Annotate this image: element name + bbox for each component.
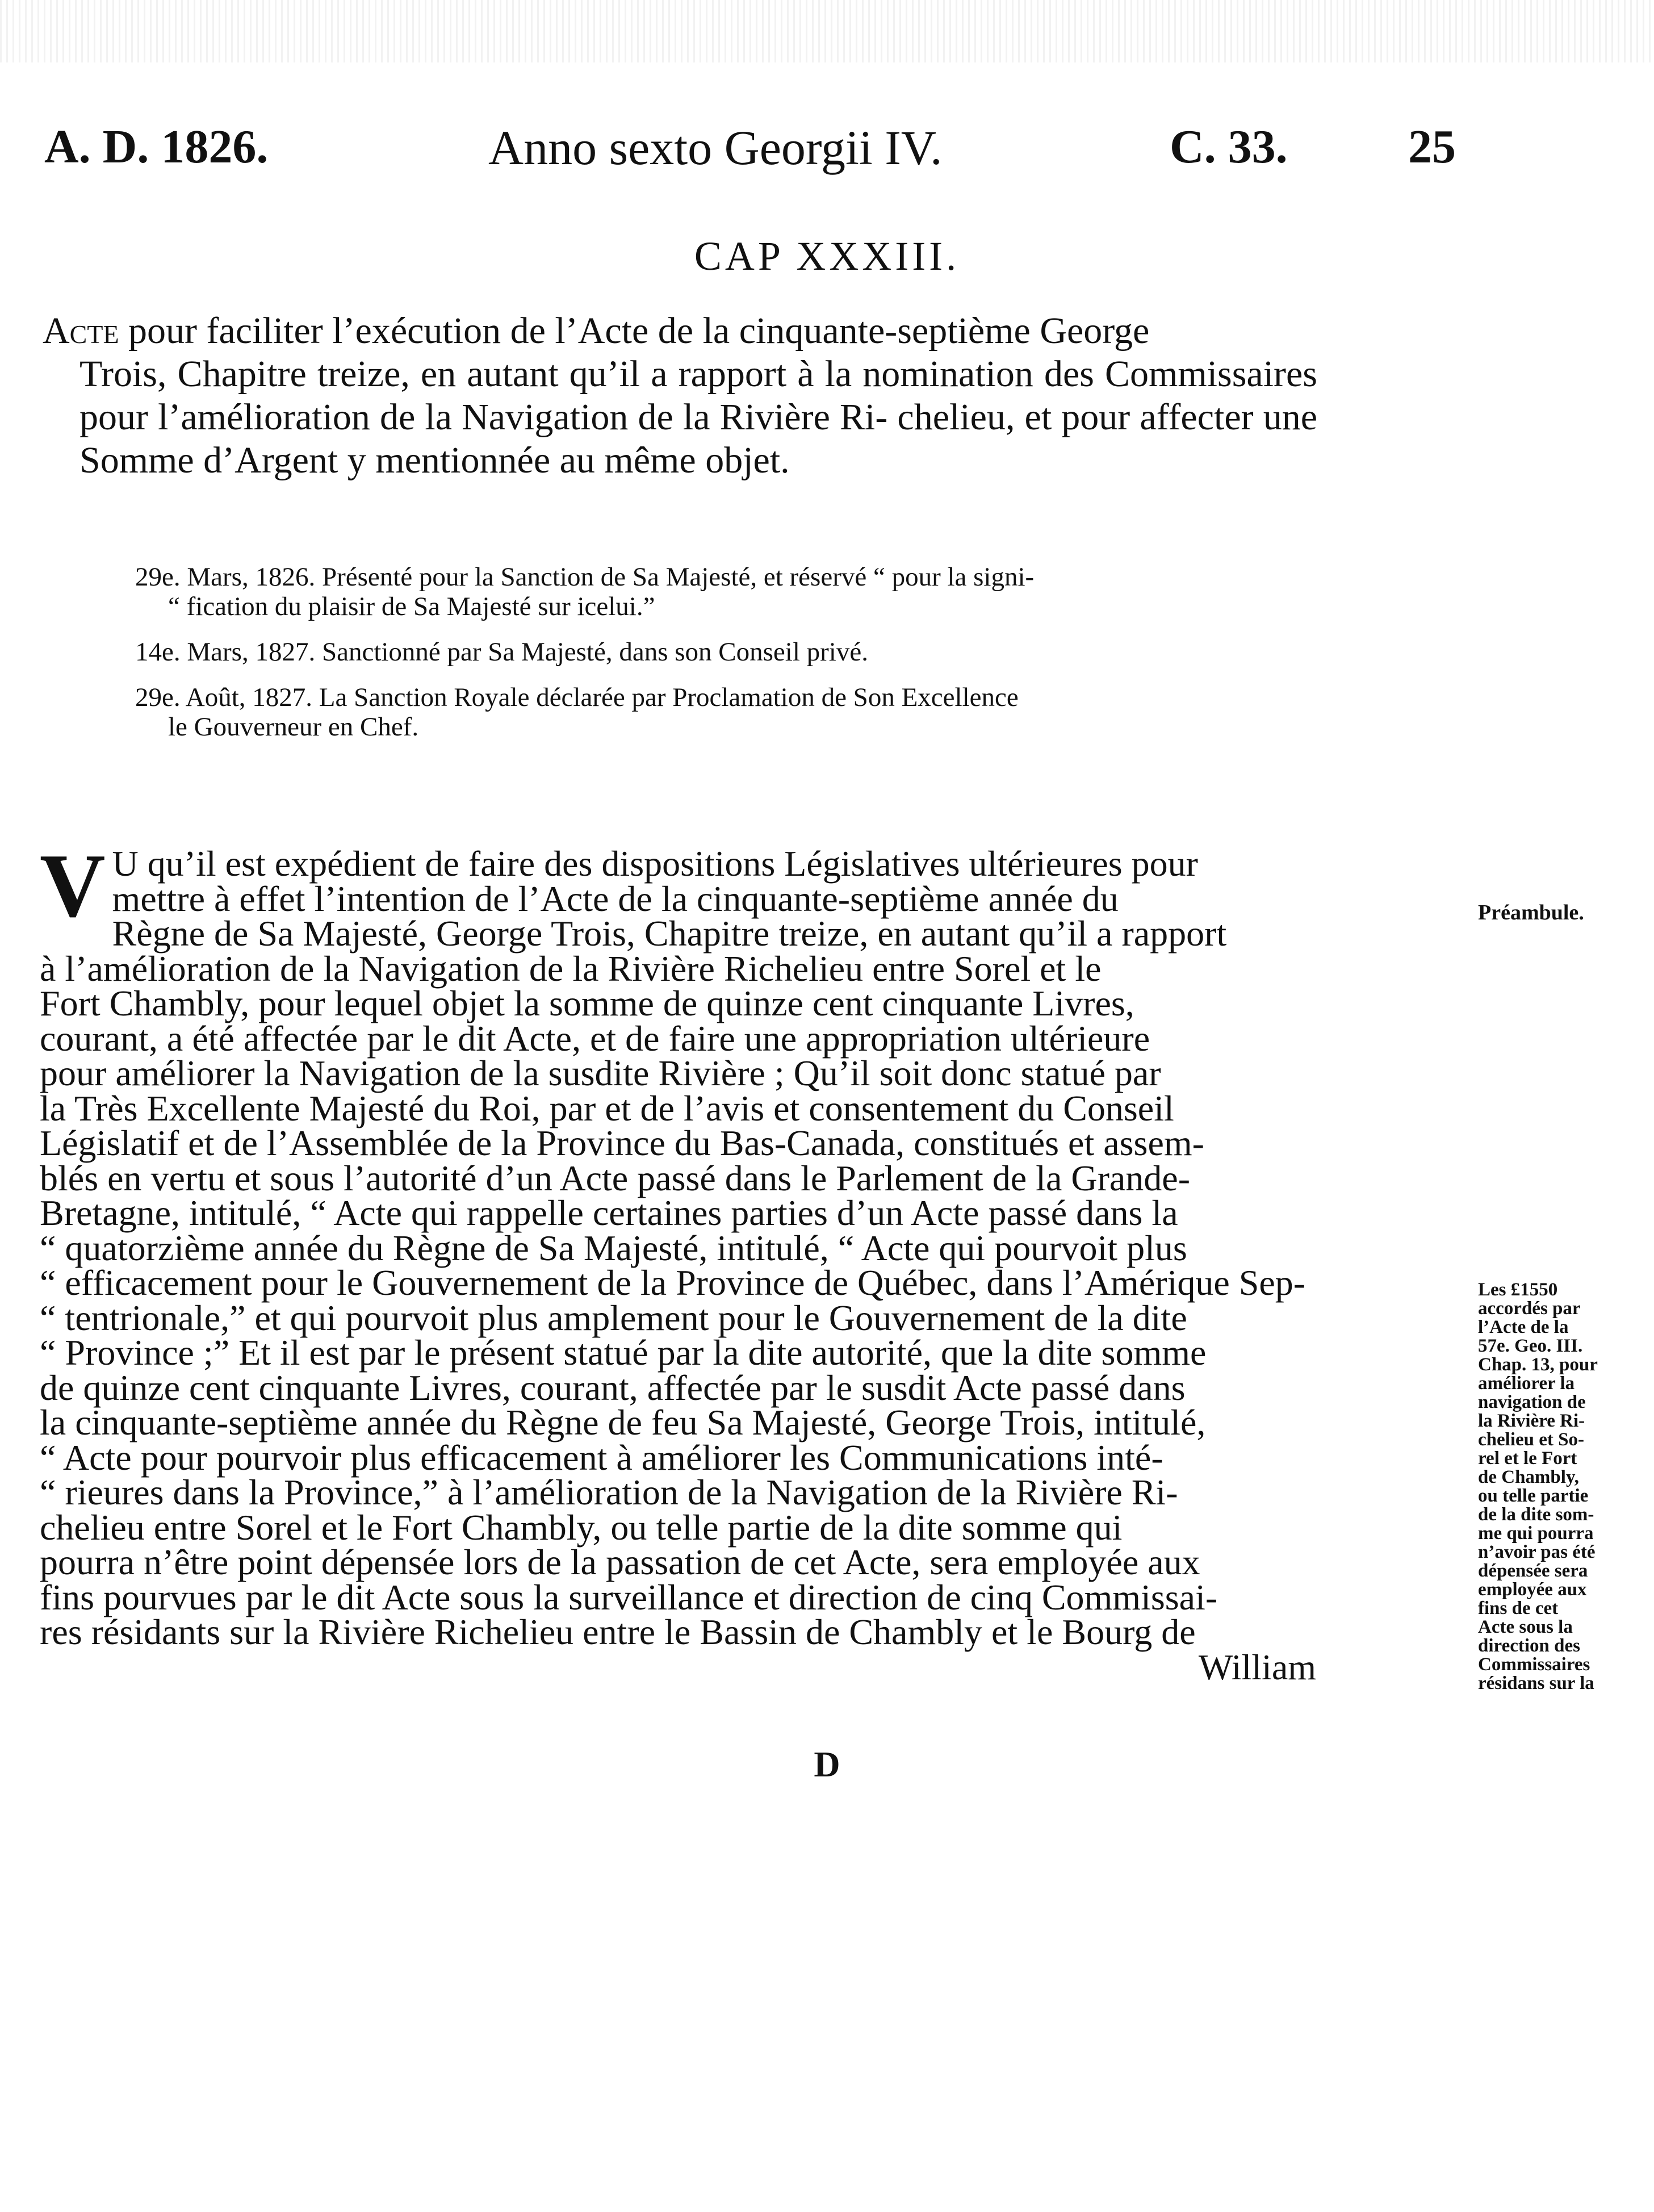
running-header [0, 119, 1654, 187]
body-line: “ Acte pour pourvoir plus efficacement à améliorer les Communications inté- [40, 1437, 1163, 1478]
chapter-heading: CAP XXXIII. [694, 233, 960, 279]
body-line: fins pourvues par le dit Acte sous la surveillance et direction de cinq Commissai- [40, 1577, 1218, 1617]
margin-note-preamble: Préambule. [1478, 901, 1584, 925]
body-line: mettre à effet l’intention de l’Acte de la cinquante-septième année du [112, 878, 1119, 919]
drop-cap: V [40, 835, 106, 936]
body-line: à l’amélioration de la Navigation de la Rivière Richelieu entre Sorel et le [40, 948, 1102, 989]
act-body [40, 835, 1316, 1687]
body-line: res résidants sur la Rivière Richelieu entre le Bassin de Chambly et le Bourg de [40, 1612, 1196, 1652]
scan-noise-strip [0, 0, 1654, 62]
body-line: la Très Excellente Majesté du Roi, par et de l’avis et consentement du Conseil [40, 1088, 1174, 1128]
date-entry-proclaimed: 29e. Août, 1827. La Sanction Royale déclarée par Proclamation de Son Excellence le Gouverneur en Chef. [135, 683, 1019, 742]
body-line: courant, a été affectée par le dit Acte, et de faire une appropriation ultérieure [40, 1018, 1150, 1059]
body-line: la cinquante-septième année du Règne de feu Sa Majesté, George Trois, intitulé, [40, 1402, 1206, 1442]
signature-mark: D [814, 1744, 840, 1784]
body-line: pourra n’être point dépensée lors de la passation de cet Acte, sera employée aux [40, 1542, 1200, 1582]
body-line: pour améliorer la Navigation de la susdite Rivière ; Qu’il soit donc statué par [40, 1053, 1161, 1093]
header-chapter: C. 33. [1170, 120, 1288, 173]
act-title [43, 310, 1317, 482]
act-title-lead: Acte [43, 310, 119, 352]
act-title-line-3: Commissaires pour l’amélioration de la Navigation de la Rivière Ri- [79, 353, 1317, 438]
body-line: U qu’il est expédient de faire des dispositions Législatives ultérieures pour [112, 843, 1198, 884]
body-line: Fort Chambly, pour lequel objet la somme de quinze cent cinquante Livres, [40, 983, 1134, 1023]
page-number: 25 [1408, 120, 1456, 173]
date-entry-presented: 29e. Mars, 1826. Présenté pour la Sanction de Sa Majesté, et réservé “ pour la signi- “ fication du plaisir de Sa Majesté sur icelui.” [135, 562, 1035, 621]
body-line: “ tentrionale,” et qui pourvoit plus amplement pour le Gouvernement de la dite [40, 1297, 1187, 1338]
body-line: Législatif et de l’Assemblée de la Province du Bas-Canada, constitués et assem- [40, 1123, 1204, 1163]
body-line: “ rieures dans la Province,” à l’amélioration de la Navigation de la Rivière Ri- [40, 1472, 1178, 1512]
header-title: Anno sexto Georgii IV. [488, 120, 943, 175]
catchword: William [1198, 1646, 1316, 1687]
body-line: “ Province ;” Et il est par le présent statué par la dite autorité, que la dite somme [40, 1332, 1207, 1373]
body-line: chelieu entre Sorel et le Fort Chambly, ou telle partie de la dite somme qui [40, 1507, 1123, 1548]
act-title-line-1: Acte pour faciliter l’exécution de l’Acte de la cinquante-septième George [43, 310, 1150, 352]
act-title-line-4: chelieu, et pour affecter une Somme d’Argent y mentionnée au même [79, 396, 1317, 481]
margin-note-funds: Les £1550 accordés par l’Acte de la 57e. Geo. III. Chap. 13, pour améliorer la navigation de la Rivière Ri- chelieu et So- rel et le Fort de Chambly, ou telle partie de la dite som- me qui pourra n’avoir pas été dépensée sera employée aux fins de cet Acte sous la direction des Commissaires résidans sur la [1478, 1279, 1598, 1694]
act-title-line-5: objet. [705, 440, 790, 481]
header-year: A. D. 1826. [44, 120, 269, 173]
body-line: Règne de Sa Majesté, George Trois, Chapitre treize, en autant qu’il a rapport [112, 913, 1227, 954]
body-line: Bretagne, intitulé, “ Acte qui rappelle certaines parties d’un Acte passé dans la [40, 1193, 1178, 1233]
body-line: de quinze cent cinquante Livres, courant, affectée par le susdit Acte passé dans [40, 1367, 1186, 1408]
sanction-dates [135, 562, 1316, 758]
act-title-line-2: Trois, Chapitre treize, en autant qu’il a rapport à la nomination des [79, 353, 1094, 395]
body-line: “ efficacement pour le Gouvernement de la Province de Québec, dans l’Amérique Sep- [40, 1262, 1306, 1303]
date-entry-sanctioned: 14e. Mars, 1827. Sanctionné par Sa Majesté, dans son Conseil privé. [135, 637, 868, 667]
body-line: blés en vertu et sous l’autorité d’un Acte passé dans le Parlement de la Grande- [40, 1157, 1190, 1198]
body-line: “ quatorzième année du Règne de Sa Majesté, intitulé, “ Acte qui pourvoit plus [40, 1227, 1187, 1268]
